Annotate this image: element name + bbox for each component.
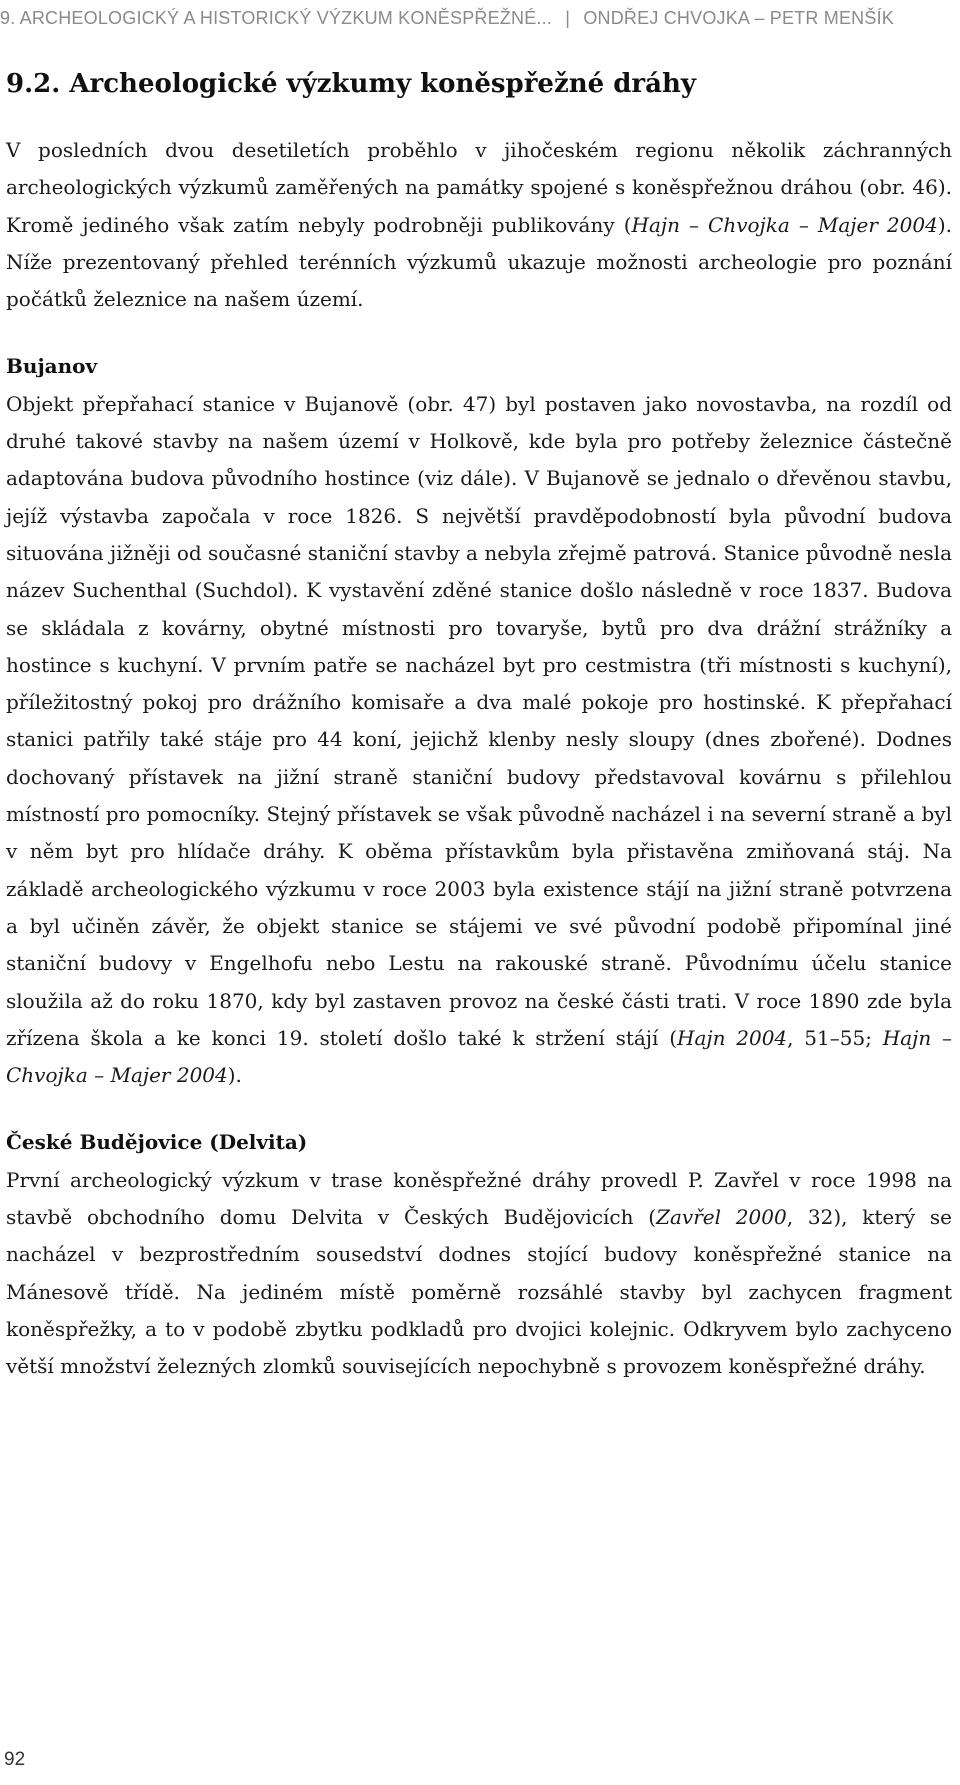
intro-text-2: ). Níže prezentovaný přehled terénních výzkumů ukazuje možnosti archeologie pro poznání počátků železnice na našem území.	[6, 212, 952, 312]
page-content	[6, 64, 952, 1386]
budejovice-text-1: První archeologický výzkum v trase koněspřežné dráhy provedl P. Zavřel v roce 1998 na stavbě obchodního domu Delvita v Českých Budějovicích (	[6, 1167, 952, 1230]
header-chapter: 9. ARCHEOLOGICKÝ A HISTORICKÝ VÝZKUM KONĚSPŘEŽNÉ...	[0, 8, 553, 28]
budejovice-paragraph	[6, 1162, 952, 1386]
budejovice-heading: České Budějovice (Delvita)	[6, 1130, 308, 1155]
budejovice-citation: Zavřel 2000	[656, 1205, 787, 1230]
intro-paragraph	[6, 132, 952, 318]
bujanov-text-2: , 51–55;	[787, 1025, 883, 1050]
intro-citation: Hajn – Chvojka – Majer 2004	[631, 212, 938, 237]
bujanov-paragraph	[6, 386, 952, 1095]
bujanov-citation-2: Hajn – Chvojka – Majer 2004	[6, 1025, 952, 1088]
bujanov-citation-1: Hajn 2004	[677, 1025, 788, 1050]
header-authors: ONDŘEJ CHVOJKA – PETR MENŠÍK	[583, 8, 894, 28]
intro-text-1: V posledních dvou desetiletích proběhlo v jihočeském regionu několik záchranných archeologických výzkumů zaměřených na památky spojené s koněspřežnou dráhou (obr. 46). Kromě jediného však zatím nebyly podrobněji publikovány (	[6, 138, 952, 237]
header-separator: |	[565, 8, 571, 28]
bujanov-text-1: Objekt přepřahací stanice v Bujanově (obr. 47) byl postaven jako novostavba, na rozdíl od druhé takové stavby na našem území v Holkově, kde byla pro potřeby železnice částečně adaptována budova původního hostince (viz dále). V Bujanově se jednalo o dřevěnou stavbu, jejíž výstavba započala v roce 1826. S největší pravděpodobností byla původní budova situována jižněji od současné staniční stavby a nebyla zřejmě patrová. Stanice původně nesla název Suchenthal (Suchdol). K vystavění zděné stanice došlo následně v roce 1837. Budova se skládala z kovárny, obytné místnosti pro tovaryše, bytů pro dva drážní strážníky a hostince s kuchyní. V prvním patře se nacházel byt pro cestmistra (tři místnosti s kuchyní), příležitostný pokoj pro drážního komisaře a dva malé pokoje pro hostinské. K přepřahací stanici patřily také stáje pro 44 koní, jejichž klenby nesly sloupy (dnes zbořené). Dodnes dochovaný přístavek na jižní straně staniční budovy představoval kovárnu s přilehlou místností pro pomocníky. Stejný přístavek se však původně nacházel i na severní straně a byl v něm byt pro hlídače dráhy. K oběma přístavkům byla přistavěna zmiňovaná stáj. Na základě archeologického výzkumu v roce 2003 byla existence stájí na jižní straně potvrzena a byl učiněn závěr, že objekt stanice se stájemi ve své původní podobě připomínal jiné staniční budovy v Engelhofu nebo Lestu na rakouské straně. Původnímu účelu stanice sloužila až do roku 1870, kdy byl zastaven provoz na české části trati. V roce 1890 zde byla zřízena škola a ke konci 19. století došlo také k stržení stájí (	[6, 391, 952, 1050]
bujanov-text-3: ).	[227, 1063, 242, 1088]
running-header	[0, 6, 960, 30]
bujanov-heading: Bujanov	[6, 354, 98, 379]
page-number: 92	[4, 1749, 26, 1770]
section-title: 9.2. Archeologické výzkumy koněspřežné dráhy	[6, 69, 696, 99]
budejovice-text-2: , 32), který se nacházel v bezprostředním sousedství dodnes stojící budovy koněspřežné stanice na Mánesově třídě. Na jediném místě poměrně rozsáhlé stavby byl zachycen fragment koněspřežky, a to v podobě zbytku podkladů pro dvojici kolejnic. Odkryvem bylo zachyceno větší množství železných zlomků souvisejících nepochybně s provozem koněspřežné dráhy.	[6, 1205, 953, 1379]
